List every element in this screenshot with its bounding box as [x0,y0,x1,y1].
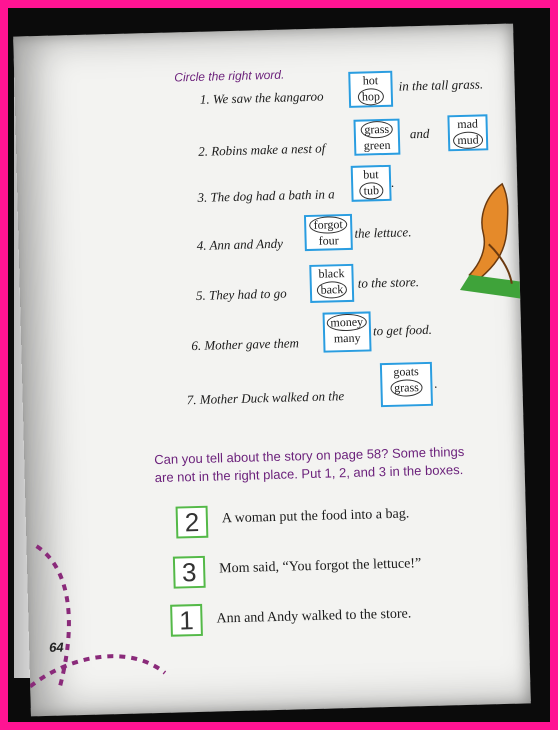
choice-option[interactable]: many [333,330,361,346]
choice-option-circled[interactable]: grass [390,379,423,397]
question-4 [197,236,284,254]
choice-option[interactable]: goats [393,364,419,379]
question-number: 6. [191,337,202,354]
question-6-end: to get food. [372,321,433,339]
choice-option-circled[interactable]: forgot [309,216,347,234]
choice-option[interactable]: green [363,137,391,153]
question-text: Ann and Andy [209,235,284,253]
question-number: 7. [186,391,197,408]
choice-box-2a[interactable] [353,119,400,156]
question-text: The dog had a bath in a [210,186,335,205]
question-text: Robins make a nest of [211,140,326,159]
story-prompt-line-2: are not in the right place. Put 1, 2, and 3 in the boxes. [154,462,464,486]
question-text: Mother gave them [204,335,300,353]
question-3-end: . [390,174,395,190]
question-2-and: and [409,125,430,142]
choice-option-circled[interactable]: grass [360,121,393,139]
question-number: 4. [196,237,207,253]
dotted-arc-decoration [26,533,170,697]
question-2 [198,141,325,160]
instruction-text: Circle the right word. [174,67,285,85]
worksheet-page [13,24,531,717]
choice-option-circled[interactable]: tub [359,182,383,200]
order-box-1[interactable]: 2 [176,506,209,539]
choice-box-1[interactable] [348,71,393,108]
page-number: 64 [48,639,64,655]
question-5-end: to the store. [357,274,420,291]
choice-box-4[interactable] [304,214,353,251]
choice-option[interactable]: mad [457,116,479,132]
choice-option-circled[interactable]: hop [358,88,384,106]
question-7 [187,388,345,408]
question-5 [196,286,287,304]
choice-option-circled[interactable]: mud [453,131,483,149]
choice-option[interactable]: black [318,266,345,281]
question-text: They had to go [208,285,287,303]
story-prompt-line-1: Can you tell about the story on page 58? Some things [154,443,465,468]
question-6 [191,335,299,354]
question-4-end: the lettuce. [354,224,412,241]
question-number: 2. [198,143,209,159]
story-prompt [154,443,465,487]
order-sentence-3: Ann and Andy walked to the store. [216,606,412,627]
choice-box-6[interactable] [323,311,372,352]
question-number: 3. [197,189,208,205]
choice-box-5[interactable] [309,264,354,303]
question-1 [200,89,324,108]
order-box-3[interactable]: 1 [170,604,203,637]
kangaroo-illustration [447,174,520,306]
choice-box-2b[interactable] [447,114,488,151]
photo-frame [8,8,550,722]
choice-box-3[interactable] [351,165,392,202]
choice-box-7[interactable] [380,362,433,407]
order-sentence-1: A woman put the food into a bag. [221,506,410,527]
question-1-end: in the tall grass. [398,76,484,94]
choice-option[interactable]: but [363,167,379,182]
question-text: Mother Duck walked on the [199,388,345,407]
question-text: We saw the kangaroo [212,88,324,107]
choice-option[interactable]: hot [362,73,379,88]
question-3 [197,186,335,206]
choice-option[interactable]: four [318,233,339,248]
order-sentence-2: Mom said, “You forgot the lettuce!” [218,556,422,577]
choice-option-circled[interactable]: money [326,313,367,331]
question-7-end: . [434,375,438,391]
order-box-2[interactable]: 3 [173,556,206,589]
question-number: 1. [199,91,210,107]
question-number: 5. [195,287,206,303]
choice-option-circled[interactable]: back [316,281,347,299]
